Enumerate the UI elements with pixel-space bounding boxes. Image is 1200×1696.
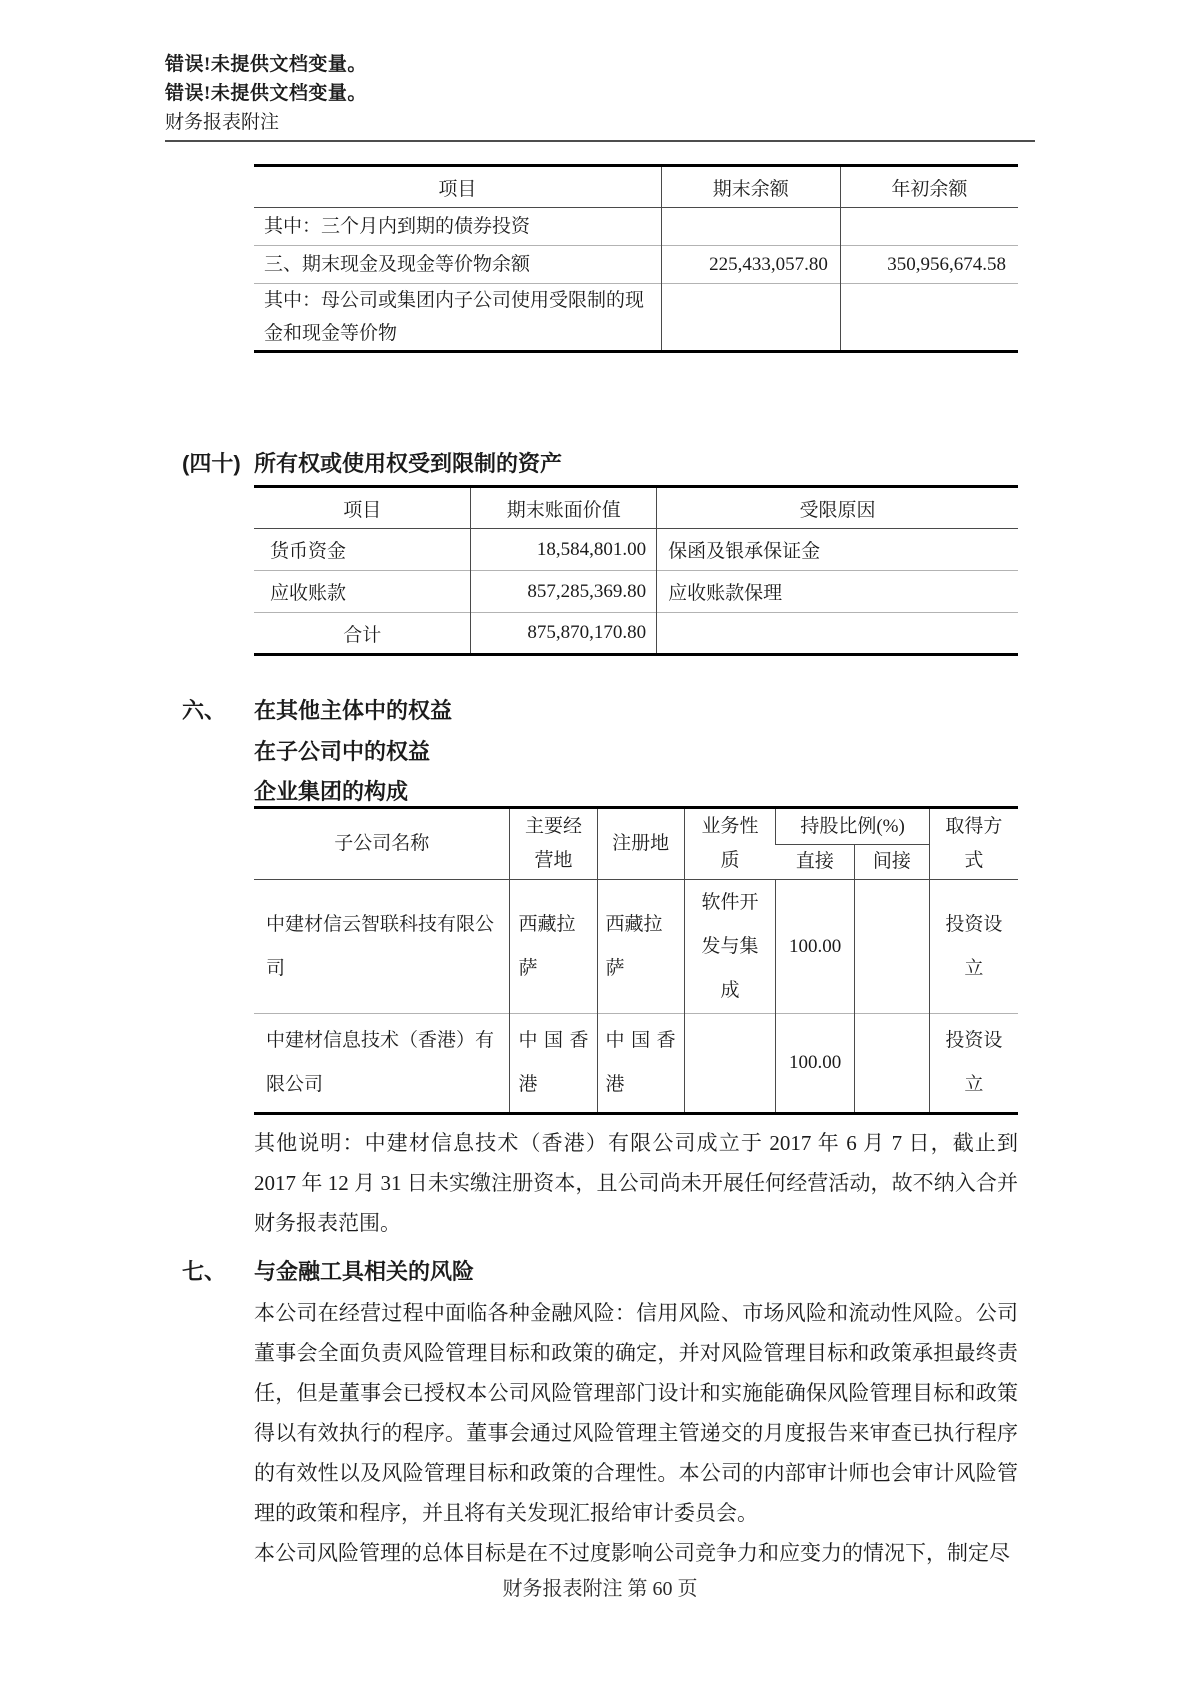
cell-item: 其中：母公司或集团内子公司使用受限制的现金和现金等价物: [264, 290, 645, 344]
cell-item: 其中：三个月内到期的债券投资: [264, 216, 531, 237]
table-header-row: [254, 808, 1018, 845]
cell-item: 应收账款: [270, 583, 347, 604]
cell-business-nature: 软件开发与集成: [684, 880, 776, 1014]
document-header: [165, 0, 1035, 142]
table-header-row: [254, 487, 1018, 529]
cell-subsidiary-name: 中建材信云智联科技有限公司: [266, 913, 495, 979]
header-doc-title: 财务报表附注: [165, 112, 280, 133]
col-header-book-value: 期末账面价值: [471, 487, 657, 529]
table-row: [254, 880, 1018, 1014]
section-marker: 七、: [182, 1259, 227, 1284]
header-error-line-1: 错误!未提供文档变量。: [165, 54, 367, 75]
risk-paragraph-2: 本公司风险管理的总体目标是在不过度影响公司竞争力和应变力的情况下，制定尽: [254, 1541, 1010, 1565]
cell-book-value: 18,584,801.00: [471, 529, 657, 571]
cell-book-value: 857,285,369.80: [471, 571, 657, 613]
col-header-indirect: 间接: [855, 845, 930, 880]
risk-paragraph-1: 本公司在经营过程中面临各种金融风险：信用风险、市场风险和流动性风险。公司董事会全面负责风险管理目标和政策的确定，并对风险管理目标和政策承担最终责任，但是董事会已授权本公司风险管理部门设计和实施能确保风险管理目标和政策得以有效执行的程序。董事会通过风险管理主管递交的月度报告来审查已执行程序的有效性以及风险管理目标和政策的合理性。本公司的内部审计师也会审计风险管理的政策和程序，并且将有关发现汇报给审计委员会。: [254, 1301, 1018, 1525]
cell-business-nature: [684, 1014, 776, 1114]
cell-ending-balance: [661, 208, 840, 246]
cell-principal-place: 中国香港: [510, 1014, 597, 1114]
section-heading-restricted-assets: [182, 449, 1018, 479]
cell-beginning-balance: [840, 284, 1018, 352]
section-title: 所有权或使用权受到限制的资产: [254, 451, 563, 476]
table-row: [254, 571, 1018, 613]
spacer: [0, 353, 1200, 449]
col-header-principal-place: 主要经营地: [510, 808, 597, 880]
col-header-business-nature: 业务性质: [684, 808, 776, 880]
cell-indirect-ratio: [855, 1014, 930, 1114]
col-header-subsidiary-name: 子公司名称: [254, 808, 510, 880]
section-title: 与金融工具相关的风险: [254, 1259, 475, 1284]
cell-total-label: 合计: [343, 624, 382, 646]
cell-beginning-balance: [840, 208, 1018, 246]
col-header-direct: 直接: [776, 845, 855, 880]
section-heading-financial-instrument-risks: [182, 1257, 1018, 1287]
subsidiaries-table: [254, 806, 1018, 1115]
cell-ending-balance: [661, 284, 840, 352]
table-header-row: [254, 166, 1018, 208]
cell-acquisition-method: 投资设立: [929, 880, 1018, 1014]
col-header-shareholding-ratio: 持股比例(%): [776, 808, 930, 845]
subsection-heading-interests-in-subsidiaries: 在子公司中的权益: [254, 739, 431, 764]
cell-reason: 保函及银承保证金: [657, 529, 1018, 571]
spacer: [0, 656, 1200, 696]
cell-direct-ratio: 100.00: [776, 1014, 855, 1114]
cell-acquisition-method: 投资设立: [929, 1014, 1018, 1114]
table-row: [254, 1014, 1018, 1114]
section-marker: (四十): [182, 451, 241, 476]
cell-registry-place: 西藏拉萨: [597, 880, 684, 1014]
section-title: 在其他主体中的权益: [254, 698, 453, 723]
cell-beginning-balance: 350,956,674.58: [840, 246, 1018, 284]
table-row: [254, 284, 1018, 352]
table-row: [254, 208, 1018, 246]
page-footer: 财务报表附注 第 60 页: [502, 1578, 698, 1600]
cell-item: 三、期末现金及现金等价物余额: [264, 254, 531, 275]
col-header-ending-balance: 期末余额: [661, 166, 840, 208]
cell-item: 货币资金: [270, 541, 347, 562]
header-error-line-2: 错误!未提供文档变量。: [165, 83, 367, 104]
col-header-item: 项目: [343, 499, 382, 521]
col-header-beginning-balance: 年初余额: [840, 166, 1018, 208]
other-notes-paragraph: 其他说明：中建材信息技术（香港）有限公司成立于 2017 年 6 月 7 日，截止到 2017 年 12 月 31 日未实缴注册资本，且公司尚未开展任何经营活动，故不纳入合并财务报表范围。: [254, 1131, 1018, 1235]
table-row: [254, 246, 1018, 284]
subsection-heading-group-composition: 企业集团的构成: [254, 779, 409, 804]
col-header-item: 项目: [438, 178, 477, 200]
table-row: [254, 529, 1018, 571]
section-heading-interests-in-other-entities: [182, 696, 1018, 726]
col-header-acquisition-method: 取得方式: [929, 808, 1018, 880]
col-header-registry-place: 注册地: [597, 808, 684, 880]
cell-registry-place: 中国香港: [597, 1014, 684, 1114]
header-divider: [165, 140, 1035, 142]
cell-reason: 应收账款保理: [657, 571, 1018, 613]
cell-indirect-ratio: [855, 880, 930, 1014]
cell-direct-ratio: 100.00: [776, 880, 855, 1014]
section-marker: 六、: [182, 698, 227, 723]
cell-total-value: 875,870,170.80: [471, 613, 657, 655]
cell-reason: [657, 613, 1018, 655]
col-header-reason: 受限原因: [657, 487, 1018, 529]
cash-equivalents-table: [254, 164, 1018, 353]
cell-ending-balance: 225,433,057.80: [661, 246, 840, 284]
table-total-row: [254, 613, 1018, 655]
restricted-assets-table: [254, 485, 1018, 656]
cell-subsidiary-name: 中建材信息技术（香港）有限公司: [266, 1030, 495, 1095]
cell-principal-place: 西藏拉萨: [510, 880, 597, 1014]
